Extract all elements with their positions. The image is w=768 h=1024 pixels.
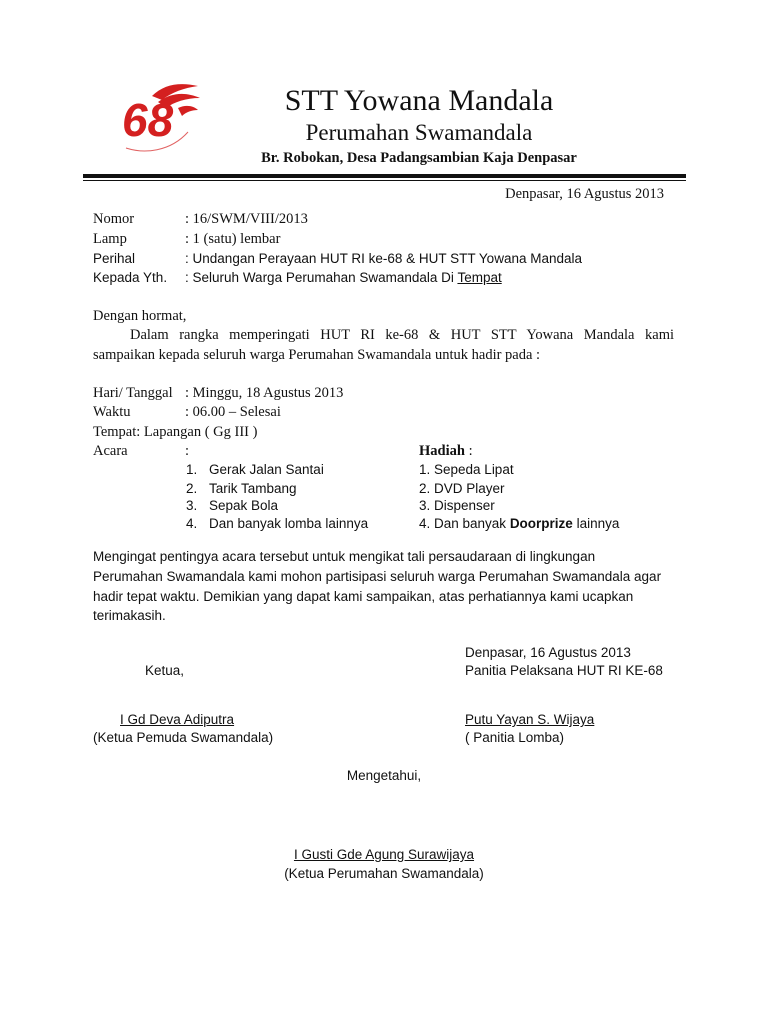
prize-heading: Hadiah : bbox=[419, 443, 473, 459]
housing-head-name: I Gusti Gde Agung Surawijaya bbox=[293, 847, 475, 862]
meta-label-kepada: Kepada Yth. bbox=[93, 270, 168, 285]
signature-date: Denpasar, 16 Agustus 2013 bbox=[465, 645, 631, 660]
housing-head-title: (Ketua Perumahan Swamandala) bbox=[284, 866, 484, 881]
agenda-number: 2. bbox=[186, 481, 198, 496]
agenda-number: 3. bbox=[186, 498, 198, 513]
agenda-label: Acara bbox=[93, 443, 128, 459]
prize-item: 1. Sepeda Lipat bbox=[419, 462, 514, 477]
letter-date: Denpasar, 16 Agustus 2013 bbox=[505, 186, 664, 202]
prize-item: 2. DVD Player bbox=[419, 481, 505, 496]
closing-line-4: terimakasih. bbox=[93, 608, 166, 623]
meta-label-perihal: Perihal bbox=[93, 251, 136, 266]
chairman-role: Ketua, bbox=[145, 663, 185, 678]
logo-number: 68 bbox=[122, 94, 174, 146]
event-time-value: : 06.00 – Selesai bbox=[185, 404, 281, 420]
youth-leader-title: (Ketua Pemuda Swamandala) bbox=[93, 730, 274, 745]
agenda-colon: : bbox=[185, 443, 190, 459]
agenda-item: Tarik Tambang bbox=[209, 481, 297, 496]
event-time-label: Waktu bbox=[93, 404, 131, 420]
header-divider-thin bbox=[83, 180, 686, 181]
committee-member-name: Putu Yayan S. Wijaya bbox=[465, 712, 595, 727]
meta-label-lamp: Lamp bbox=[93, 231, 127, 247]
header-divider-thick bbox=[83, 174, 686, 178]
agenda-item: Dan banyak lomba lainnya bbox=[209, 516, 369, 531]
event-day-value: : Minggu, 18 Agustus 2013 bbox=[185, 385, 344, 401]
intro-line-1: Dalam rangka memperingati HUT RI ke-68 & HUT STT Yowana Mandala kami bbox=[130, 327, 674, 343]
agenda-number: 4. bbox=[186, 516, 198, 531]
meta-value-kepada: : Seluruh Warga Perumahan Swamandala Di Tempat bbox=[185, 270, 502, 285]
closing-line-3: hadir tepat waktu. Demikian yang dapat kami sampaikan, atas perhatiannya kami ucapkan bbox=[93, 589, 634, 604]
intro-line-2: sampaikan kepada seluruh warga Perumahan Swamandala untuk hadir pada : bbox=[93, 347, 541, 363]
organization-subtitle: Perumahan Swamandala bbox=[305, 120, 533, 145]
committee-member-title: ( Panitia Lomba) bbox=[465, 730, 565, 745]
agenda-item: Sepak Bola bbox=[209, 498, 279, 513]
organization-title: STT Yowana Mandala bbox=[284, 84, 554, 117]
closing-line-1: Mengingat pentingya acara tersebut untuk mengikat tali persaudaraan di lingkungan bbox=[93, 549, 596, 564]
prize-item: 3. Dispenser bbox=[419, 498, 495, 513]
youth-leader-name: I Gd Deva Adiputra bbox=[120, 712, 235, 727]
greeting: Dengan hormat, bbox=[93, 308, 187, 324]
meta-value-lamp: : 1 (satu) lembar bbox=[185, 231, 281, 247]
agenda-number: 1. bbox=[186, 462, 198, 477]
acknowledged-label: Mengetahui, bbox=[346, 768, 422, 783]
event-place: Tempat: Lapangan ( Gg III ) bbox=[93, 424, 258, 440]
meta-label-nomor: Nomor bbox=[93, 211, 135, 227]
meta-value-nomor: : 16/SWM/VIII/2013 bbox=[185, 211, 308, 227]
organization-address: Br. Robokan, Desa Padangsambian Kaja Denpasar bbox=[261, 150, 577, 166]
event-day-label: Hari/ Tanggal bbox=[93, 385, 173, 401]
committee-role: Panitia Pelaksana HUT RI KE-68 bbox=[465, 663, 663, 678]
prize-item-doorprize: 4. Dan banyak Doorprize lainnya bbox=[419, 516, 620, 531]
meta-value-perihal: : Undangan Perayaan HUT RI ke-68 & HUT STT Yowana Mandala bbox=[185, 251, 583, 266]
agenda-item: Gerak Jalan Santai bbox=[209, 462, 324, 477]
closing-line-2: Perumahan Swamandala kami mohon partisipasi seluruh warga Perumahan Swamandala agar bbox=[93, 569, 662, 584]
